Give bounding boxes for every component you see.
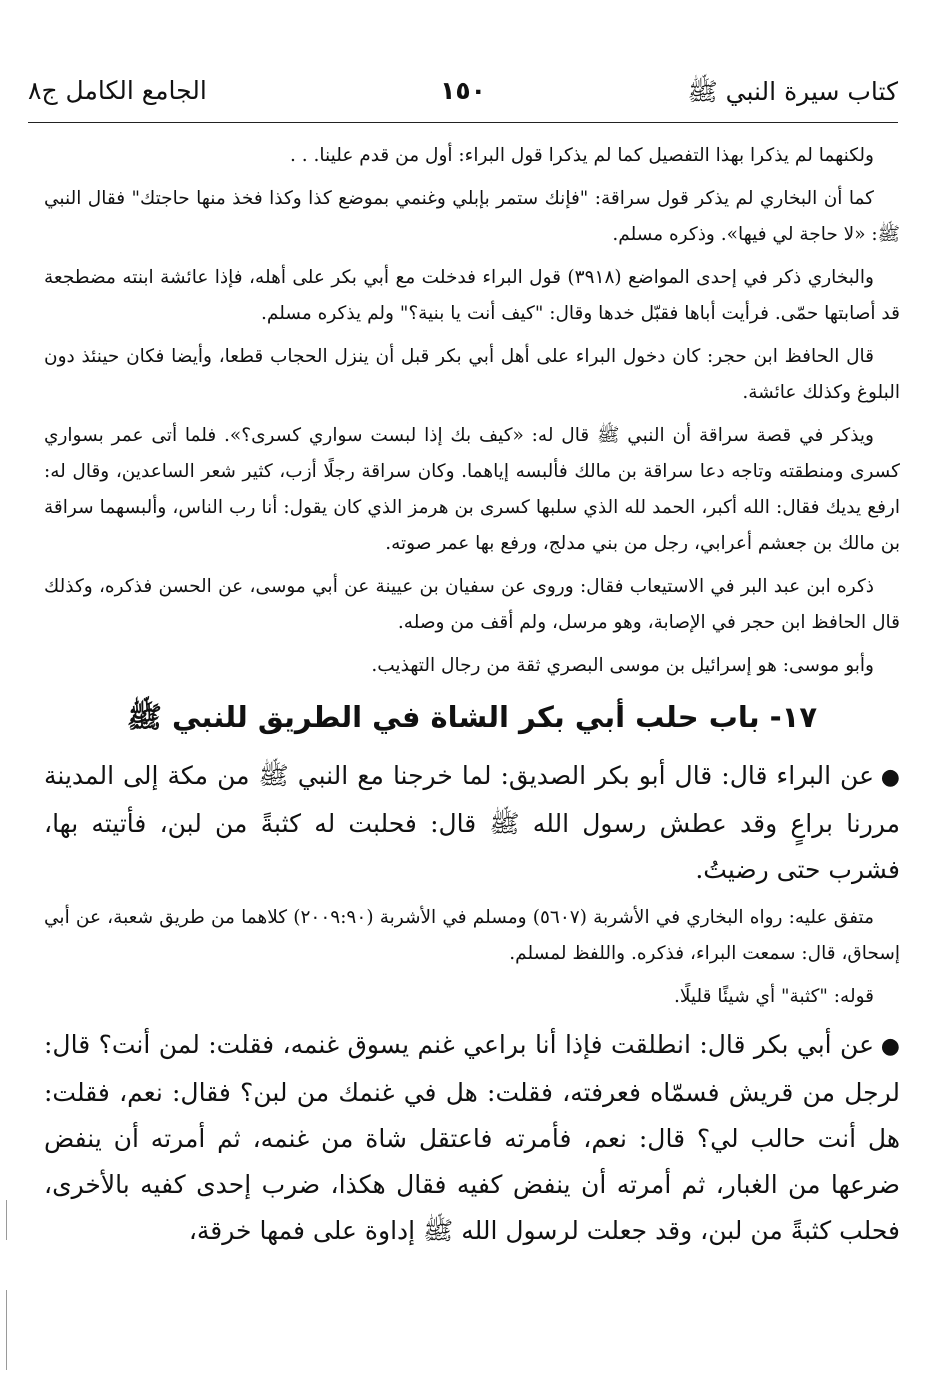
bullet-icon: ● [880,1034,900,1059]
header-book-title: كتاب سيرة النبي ﷺ [687,77,898,106]
header-rule [28,122,898,123]
paragraph-7: وأبو موسى: هو إسرائيل بن موسى البصري ثقة من رجال التهذيب. [371,655,874,676]
paragraph-4: قال الحافظ ابن حجر: كان دخول البراء على أهل أبي بكر قبل أن ينزل الحجاب قطعا، وأيضا فكان حينئذ دون البلوغ وكذلك عائشة. [44,346,900,403]
running-header [28,68,898,118]
header-page-number: ١٥٠ [440,76,486,105]
gutter-mark [6,1290,9,1370]
hadith-1-text: عن البراء قال: قال أبو بكر الصديق: لما خرجنا مع النبي ﷺ من مكة إلى المدينة مررنا براعٍ وقد عطش رسول الله ﷺ قال: فحلبت له كثبةً من لبن، فأتيته بها، فشرب حتى رضيتُ. [44,761,900,884]
hadith-2-text: عن أبي بكر قال: انطلقت فإذا أنا براعي غنم يسوق غنمه، فقلت: لمن أنت؟ قال: لرجل من قريش فسمّاه فعرفته، فقلت: هل في غنمك من لبن؟ فقال: نعم، فقلت: هل أنت حالب لي؟ قال: نعم، فأمرته فاعتقل شاة من غنمه، ثم أمرته أن ينفض ضرعها من الغبار، ثم أمرته أن ينفض كفيه فقال هكذا، ضرب إحدى كفيه بالأخرى، فحلب كثبةً من لبن، وقد جعلت لرسول الله ﷺ إداوة على فمها خرقة، [44,1030,900,1245]
hadith-1 [44,753,900,893]
hadith-2 [44,1022,900,1254]
chapter-title: باب حلب أبي بكر الشاة في الطريق للنبي ﷺ [126,700,760,734]
page-body [44,138,900,1261]
chapter-number: ١٧- [769,700,818,734]
header-series-title: الجامع الكامل ج٨ [28,76,207,105]
bullet-icon: ● [880,765,900,790]
chapter-heading [44,691,900,743]
paragraph-9: قوله: "كثبة" أي شيئًا قليلًا. [673,986,874,1007]
paragraph-1: ولكنهما لم يذكرا بهذا التفصيل كما لم يذكرا قول البراء: أول من قدم علينا. . . [290,145,874,166]
paragraph-3: والبخاري ذكر في إحدى المواضع (٣٩١٨) قول البراء فدخلت مع أبي بكر على أهله، فإذا عائشة ابنته مضطجعة قد أصابتها حمّى. فرأيت أباها فقبّل خدها وقال: "كيف أنت يا بنية؟" ولم يذكره مسلم. [44,267,900,324]
gutter-mark [6,1200,9,1240]
paragraph-5: ويذكر في قصة سراقة أن النبي ﷺ قال له: «كيف بك إذا لبست سواري كسرى؟». فلما أتى عمر بسواري كسرى ومنطقته وتاجه دعا سراقة بن مالك فألبسه إياهما. وكان سراقة رجلًا أزب، كثير شعر الساعدين، وقال له: ارفع يديك فقال: الله أكبر، الحمد لله الذي سلبها كسرى بن هرمز الذي كان يقول: أنا رب الناس، وألبسهما سراقة بن مالك بن جعشم أعرابي، رجل من بني مدلج، ورفع بها عمر صوته. [44,425,900,554]
paragraph-8: متفق عليه: رواه البخاري في الأشربة (٥٦٠٧) ومسلم في الأشربة (٢٠٠٩:٩٠) كلاهما من طريق شعبة، عن أبي إسحاق، قال: سمعت البراء، فذكره. واللفظ لمسلم. [44,907,900,964]
paragraph-2: كما أن البخاري لم يذكر قول سراقة: "فإنك ستمر بإبلي وغنمي بموضع كذا وكذا فخذ منها حاجتك" فقال النبي ﷺ: «لا حاجة لي فيها». وذكره مسلم. [44,188,900,245]
paragraph-6: ذكره ابن عبد البر في الاستيعاب فقال: وروى عن سفيان بن عيينة عن أبي موسى، عن الحسن فذكره، وكذلك قال الحافظ ابن حجر في الإصابة، وهو مرسل، ولم أقف من وصله. [44,576,900,633]
